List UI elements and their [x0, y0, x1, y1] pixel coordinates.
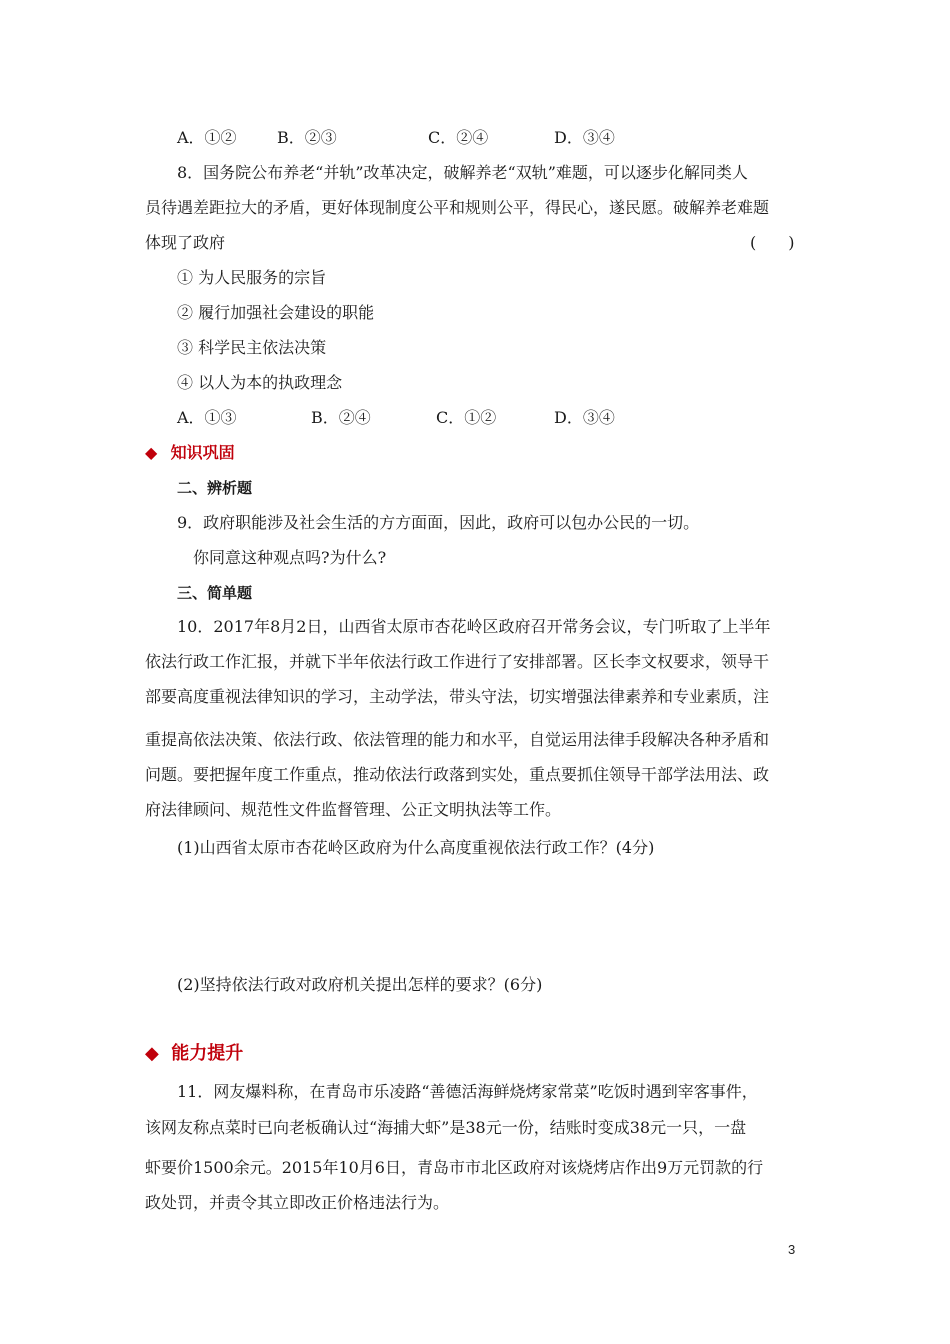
diamond-bullet-icon: ◆ — [145, 1043, 159, 1064]
q8-item: ④ 以人为本的执政理念 — [177, 373, 343, 392]
section-heading-ability — [145, 1044, 243, 1064]
q10-subquestion-1: (1)山西省太原市杏花岭区政府为什么高度重视依法行政工作？(4分) — [177, 838, 655, 857]
q8-option-d: D．③④ — [554, 408, 615, 427]
q7-option-b: B．②③ — [277, 128, 337, 147]
q8-option-c: C．①② — [436, 408, 497, 427]
q9-stem: 9．政府职能涉及社会生活的方方面面，因此，政府可以包办公民的一切。 — [177, 513, 700, 532]
q8-stem-line: 8．国务院公布养老“并轨”改革决定，破解养老“双轨”难题，可以逐步化解同类人 — [177, 163, 748, 182]
section-heading-knowledge — [145, 443, 235, 463]
q8-item: ③ 科学民主依法决策 — [177, 338, 327, 357]
page-number: 3 — [788, 1242, 796, 1257]
answer-paren: ( ) — [750, 233, 795, 252]
q8-stem-line — [145, 233, 810, 253]
q7-options — [177, 128, 842, 148]
q10-subquestion-2: (2)坚持依法行政对政府机关提出怎样的要求？(6分) — [177, 975, 543, 994]
q8-stem-line: 员待遇差距拉大的矛盾，更好体现制度公平和规则公平，得民心，遂民愿。破解养老难题 — [145, 198, 770, 217]
q8-stem-text: 体现了政府 — [145, 233, 226, 252]
q9-question: 你同意这种观点吗?为什么? — [193, 548, 387, 567]
section-title: 知识巩固 — [170, 443, 235, 462]
part-heading-discrimination: 二、辨析题 — [177, 479, 253, 497]
q11-paragraph-line: 政处罚，并责令其立即改正价格违法行为。 — [145, 1193, 450, 1212]
q11-paragraph-line: 11．网友爆料称，在青岛市乐凌路“善德活海鲜烧烤家常菜”吃饭时遇到宰客事件， — [177, 1082, 758, 1101]
q7-option-d: D．③④ — [554, 128, 615, 147]
section-title: 能力提升 — [171, 1043, 244, 1064]
q11-paragraph-line: 虾要价1500余元。2015年10月6日，青岛市市北区政府对该烧烤店作出9万元罚款的行 — [145, 1158, 764, 1177]
q8-option-b: B．②④ — [311, 408, 371, 427]
q10-paragraph-line: 府法律顾问、规范性文件监督管理、公正文明执法等工作。 — [145, 800, 562, 819]
q8-item: ② 履行加强社会建设的职能 — [177, 303, 375, 322]
q8-option-a: A．①③ — [177, 408, 237, 427]
q8-options — [177, 408, 842, 428]
q7-option-a: A．①② — [177, 128, 237, 147]
q10-paragraph-line: 重提高依法决策、依法行政、依法管理的能力和水平，自觉运用法律手段解决各种矛盾和 — [145, 730, 770, 749]
q10-paragraph-line: 依法行政工作汇报，并就下半年依法行政工作进行了安排部署。区长李文权要求，领导干 — [145, 652, 770, 671]
q10-paragraph-line: 部要高度重视法律知识的学习，主动学法，带头守法，切实增强法律素养和专业素质，注 — [145, 687, 770, 706]
diamond-bullet-icon: ◆ — [145, 443, 158, 462]
q10-paragraph-line: 10．2017年8月2日，山西省太原市杏花岭区政府召开常务会议，专门听取了上半年 — [177, 617, 771, 636]
q11-paragraph-line: 该网友称点菜时已向老板确认过“海捕大虾”是38元一份，结账时变成38元一只，一盘 — [145, 1118, 747, 1137]
part-heading-short-answer: 三、简单题 — [177, 584, 253, 602]
q10-paragraph-line: 问题。要把握年度工作重点，推动依法行政落到实处，重点要抓住领导干部学法用法、政 — [145, 765, 770, 784]
q7-option-c: C．②④ — [428, 128, 489, 147]
q8-item: ① 为人民服务的宗旨 — [177, 268, 327, 287]
